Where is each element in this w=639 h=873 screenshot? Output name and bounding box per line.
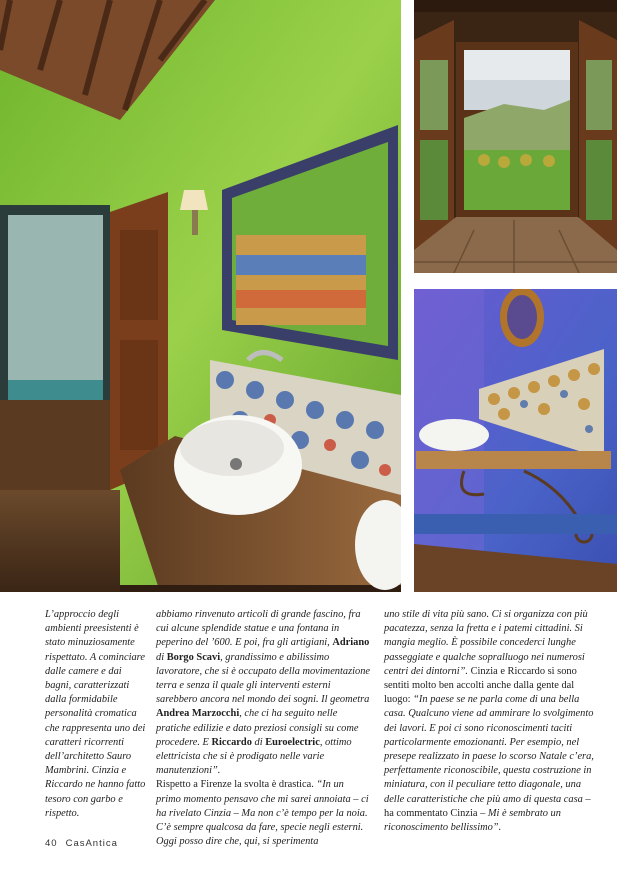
col2-paragraph-2: Rispetto a Firenze la svolta è drastica. “In un primo momento pensavo che mi sarei annoiata – ci ha rivelato Cinzia – Ma non c’è tempo per la noia. C’è sempre qualcosa da fare, specie negli esterni. Oggi posso dire che, qui, si sperimenta [156, 779, 369, 848]
photo-green-bathroom [0, 0, 401, 592]
photo-caption [45, 608, 146, 821]
name-adriano: Adriano [332, 637, 370, 649]
firm-euroelectric: Euroelectric [265, 736, 320, 748]
name-riccardo: Riccardo [211, 736, 252, 748]
photo-window-view [414, 0, 617, 273]
page-footer [45, 838, 126, 849]
photo-blue-bathroom [414, 289, 617, 592]
col2-paragraph-1: abbiamo rinvenuto articoli di grande fascino, fra cui alcune splendide statue e una fontana in peperino del ’600. E poi, fra gli artigiani, Adriano di Borgo Scavi, grandissimo e abilissimo lavoratore, che si è occupato della movimentazione terra e senza il quale gli interventi esterni sarebbero ancora nel mondo dei sogni. Il geometra Andrea Marzocchi, che ci ha seguito nelle pratiche edilizie e dato preziosi consigli su come procedere. E Riccardo di Euroelectric, ottimo elettricista che si è prodigato nelle varie manutenzioni”. [156, 609, 371, 777]
magazine-name: CasAntica [65, 838, 118, 849]
article-column-2 [156, 608, 371, 849]
firm-borgo-scavi: Borgo Scavi [166, 651, 221, 663]
caption-text: L’approccio degli ambienti preesistenti è stato minuziosamente rispettato. A cominciare dalle camere e dai bagni, caratterizzati dalla formidabile personalità cromatica che rappresenta uno dei caratteri ricorrenti dell’architetto Sauro Mambrini. Cinzia e Riccardo ne hanno fatto tesoro con garbo e rispetto. [45, 609, 146, 819]
col3-paragraph: uno stile di vita più sano. Ci si organizza con più pacatezza, senza la fretta e i patemi cittadini. Si mangia meglio. È possibile concederci lunghe passeggiate e qualche sopralluogo nei numerosi centri dei dintorni”. Cinzia e Riccardo si sono sentiti molto ben accolti anche dalla gente dal luogo: “In paese se ne parla come di una bella casa. Qualcuno viene ad ammirare lo svolgimento dei lavori. E poi ci sono riconoscimenti taciti particolarmente emozionanti. Per esempio, nel presepe realizzato in paese lo scorso Natale c’era, perfettamente riconoscibile, questa costruzione in miniatura, con il peculiare tetto diagonale, una delle caratteristiche che più amo di questa casa – ha commentato Cinzia – Mi è sembrato un riconoscimento bellissimo”. [384, 609, 594, 834]
name-andrea-marzocchi: Andrea Marzocchi [156, 708, 240, 720]
article-column-3 [384, 608, 596, 835]
page-number: 40 [45, 838, 58, 849]
